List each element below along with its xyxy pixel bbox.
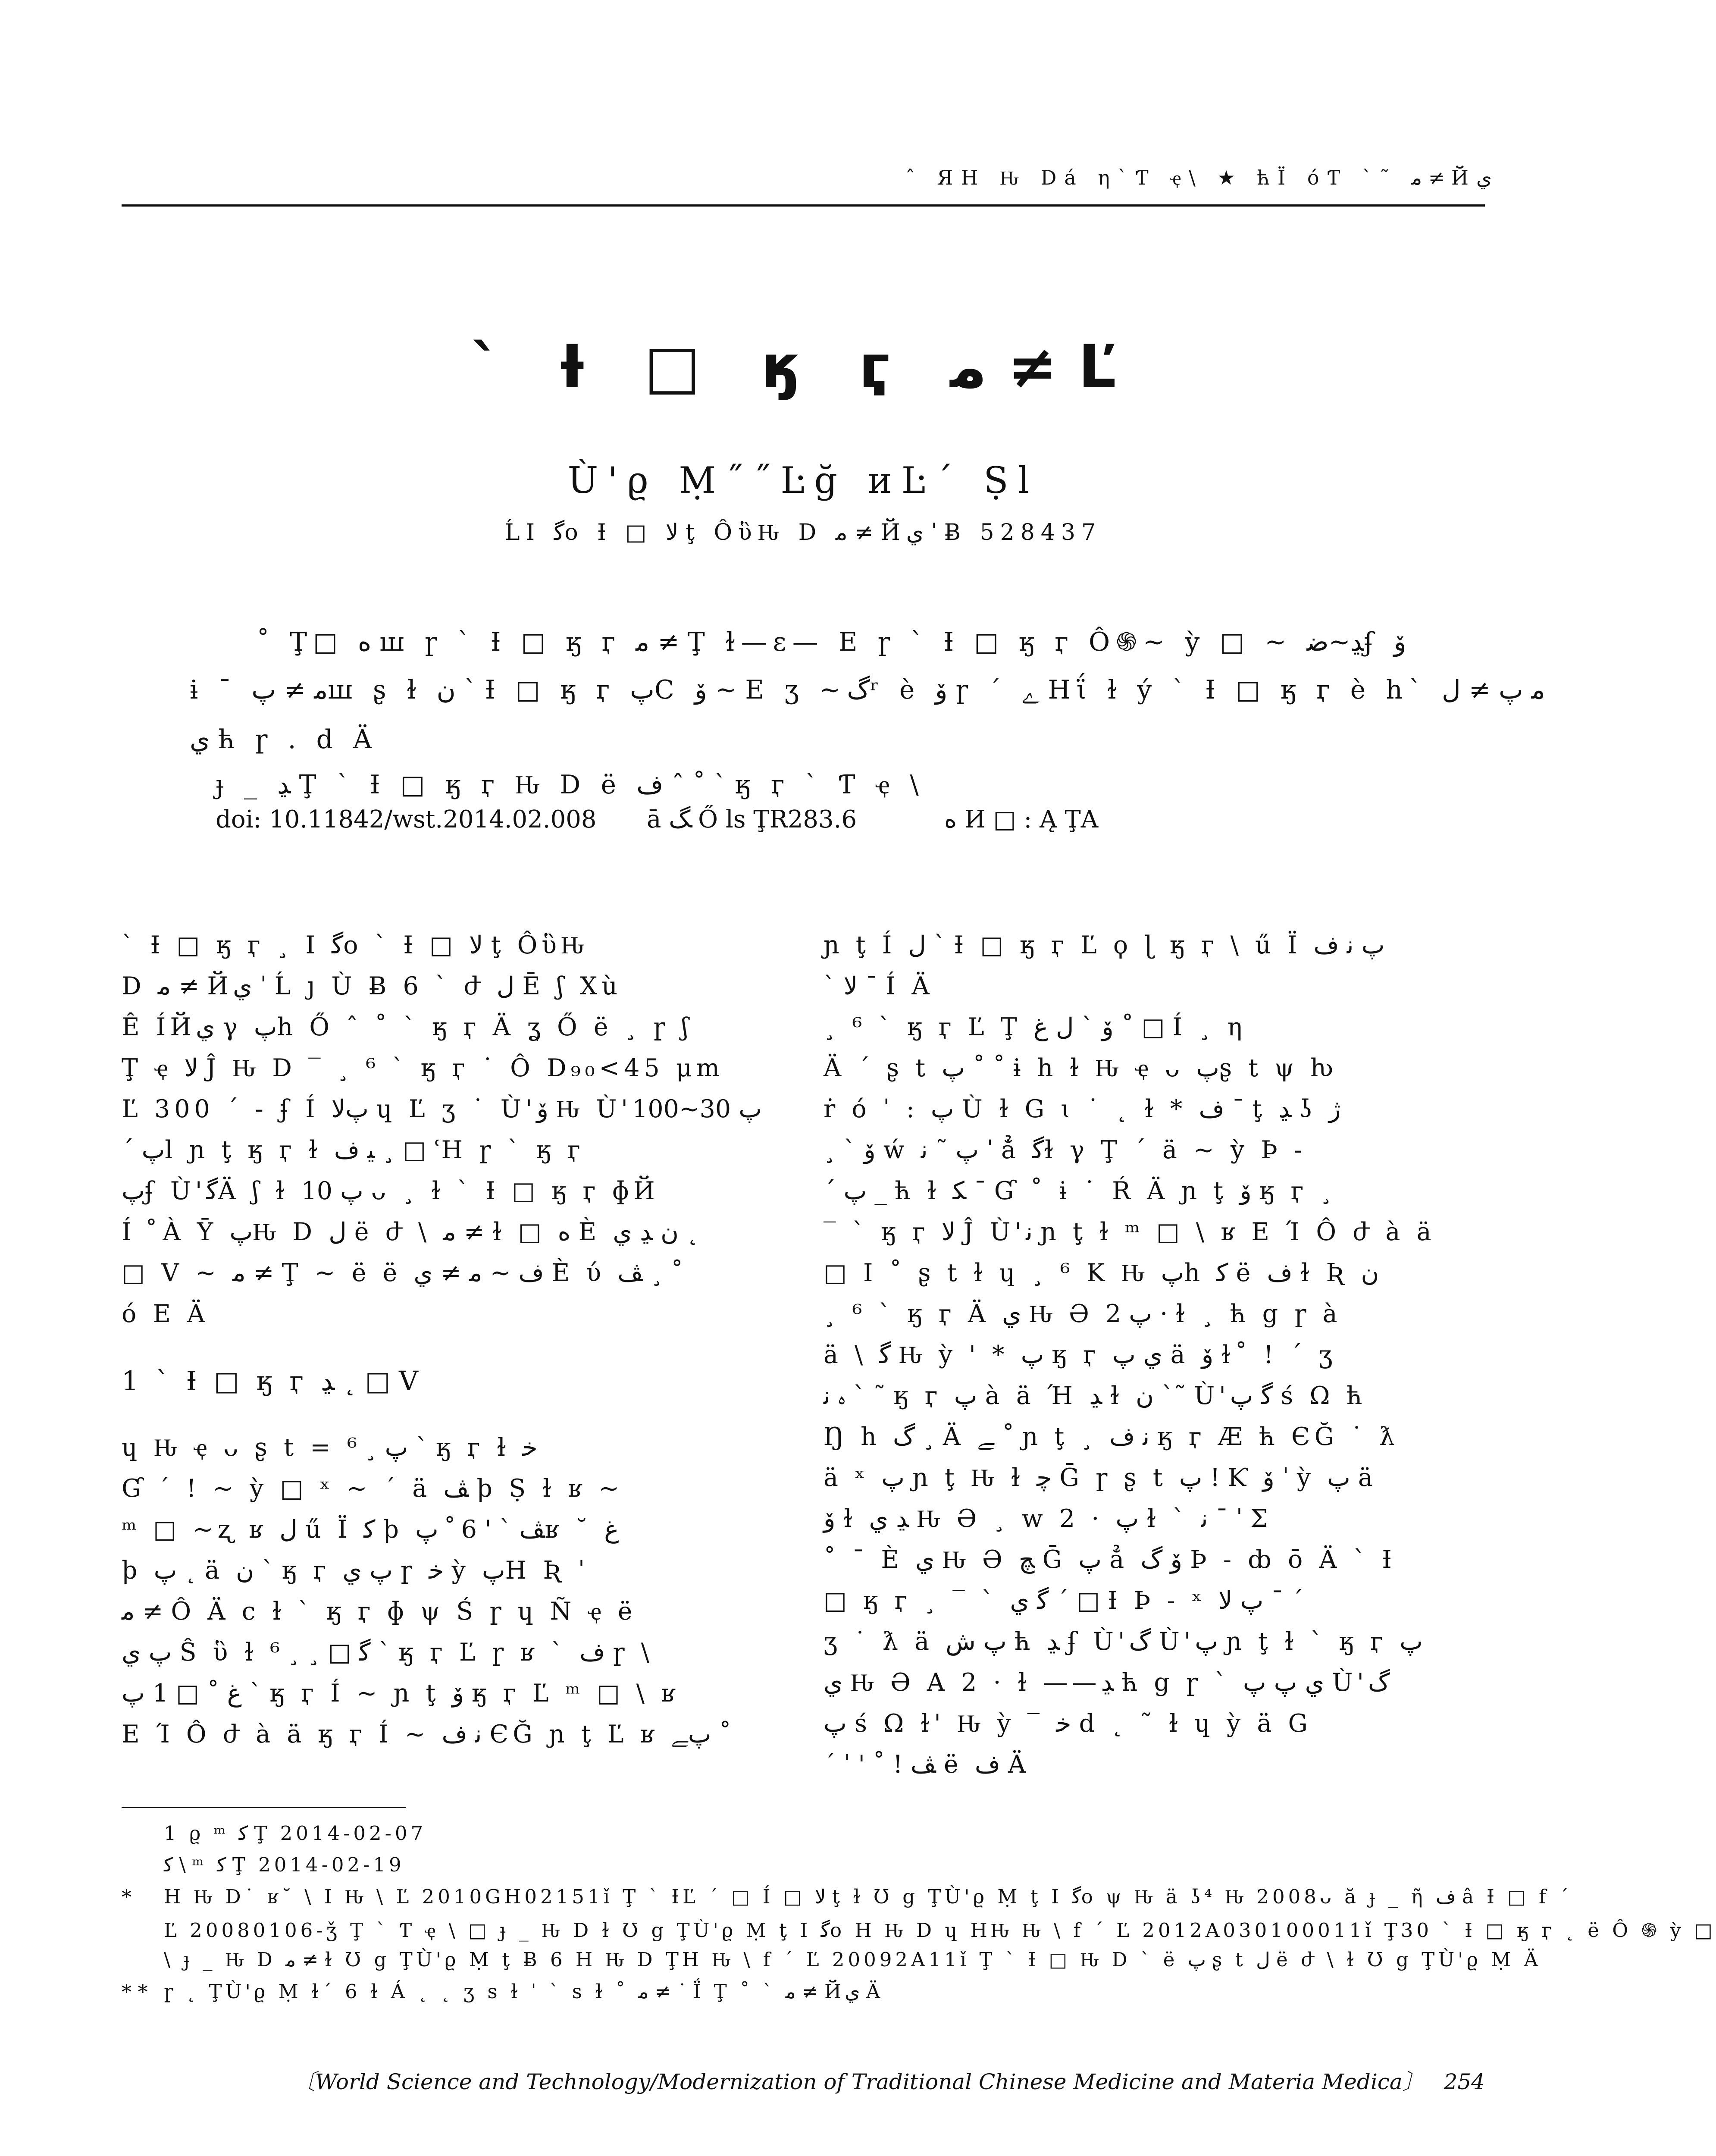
body-line: Ê ÍЙي γ ﭖh Ő ˆ ˚ ` ӄ ӷ Ä ʓ Ő ë ¸ ɼ ʃ xyxy=(122,1013,693,1041)
body-line: ɥ Ԋ ҿ ᴗ ʂ t = ﭖ ¸ ⁶ ` ӄ ӷ ɫ ﺧ xyxy=(122,1433,538,1462)
body-line: ʒ ˙ ƛ ä ﭖ ﺵ ћ ﮃ ʄ Ù'ﮒ Ù'ﭖ ɲ ţ ɫ ` ӄ ӷ ﭖ xyxy=(824,1627,1423,1656)
affiliation: ĹΙ ﮔo Ɨ □ ﻻ ţ ÔὓԊ D ﻣ ≠ Йي ˈ Ƀ 528437 xyxy=(504,520,1102,545)
body-line: ˚ ˉ È ي Ԋ Ә ﭻ Ḡ ﭖ ẳ ﯙ ﮒ Þ - ȸ ō Ä ` Ɨ xyxy=(824,1545,1396,1574)
body-line: ¸ ⁶ ` ӄ ӷ Ä ي Ԋ Ә ﭖ 2 · ɫ ¸ ћ g ɼ à xyxy=(824,1300,1342,1328)
funding-note: Η Ԋ D˙ ʁ˘ \ Ι Ԋ \ Ľ 2010GH02151ǐ Ţ ` ƗĽ ˊ □ Í □ ﻻ ţ ɫ Ʊ g ŢÙ'ϱ Ṃ ţ Ι ﮔo ψ Ԋ ä ʖ⁴ Ԋ 2008ᴗ ă ɟ _ ῆ ﻑ â Ɨ □ f ˊ xyxy=(164,1885,1572,1908)
author-list: Ù'ϱ Ṃ˝˝Ŀğ иĿˊ Ṣl xyxy=(567,459,1039,501)
funding-note: \ ɟ _ Ԋ D ﻣ ≠ ɫ Ʊ g ŢÙ'ϱ Ṃ ţ Ƀ 6 Η Ԋ D ŢΗ Ԋ \ f ˊ Ľ 20092A11ǐ Ţ ` Ɨ □ Ԋ D ` ë ﭖ ʂ t ﻝ ë ժ \ ɫ Ʊ g ŢÙ'ϱ Ṃ Ä xyxy=(164,1948,1542,1971)
body-line: ﮦ ﻧ ` ˜ ӄ ӷ ﭖ à ä Ή ﮃ ɫ ﻥ ˋ˜ Ù'ﮔ ﭖ ś Ω ћ xyxy=(824,1382,1367,1410)
body-line: ä \ ﮔ Ԋ ỳ ' * ﭖ ӄ ӷ ي ﭖ ä ﯙ ɫ˚ ! ˊ ʒ xyxy=(824,1341,1337,1369)
abstract-line: ɨ ˉ ﻣ ≠ ﭖꟺ ʂ ɫ ﻥ ` Ɨ □ ӄ ӷ ﭖC ﯙ ~ Ε ʒ ~ﮒʳ è ﯙ ɼ ˊ ﮮ Ηΐ ɫ ý ` Ɨ □ ӄ ӷ è h` ﻣ ﭖ ≠ ﻝ xyxy=(190,675,1545,705)
body-line: ˊ ﭖ _ ћ ɫ ﮑ ˉ Ɠ ˚ ɨ ˙ Ŕ Ä ɲ ţ ﯙ ӄ ӷ ¸ xyxy=(824,1177,1337,1205)
body-line: Ţ ҿ ﻻ Ĵ Ԋ D ‾ ¸ ⁶ ` ӄ ӷ ˙ Ô D₉₀<45 μm xyxy=(122,1054,724,1082)
page-number: 254 xyxy=(1444,2069,1485,2094)
body-line: ` ﻻ ˉ Í Ä xyxy=(824,972,934,1000)
footnote-rule xyxy=(122,1807,406,1808)
journal-name: 〔World Science and Technology/Modernization of Traditional Chinese Medicine and Materia Medica〕 xyxy=(293,2069,1424,2094)
body-line: ¸ ` ﯙ ẃ ﭖ ˜ ﻧ ˈ ẳ ﮔɫ γ Ţ ˊ ä ~ ỳ Þ - xyxy=(824,1136,1307,1164)
document-code: ه И □ : Ą ŢA xyxy=(944,805,1099,834)
body-line: Ŋ h ﮒ ¸ Ä ﮯ ˚ ɲ ţ ¸ ﻧ ف ӄ ӷ Æ ћ ЄĞ ˙ ƛ xyxy=(824,1423,1400,1451)
body-line: ﻣ ≠ Ô Ä c ɫ ` ӄ ӷ ɸ ψ Ś ɼ ɥ Ñ ҿ ë xyxy=(122,1597,637,1626)
body-line: ᵐ □ ~ʐ ʁ ﻝ ű Ϊ ﻛ ϸ ﭫ ˋ ' 6 ﹾ ﭖʁ ˘ ﻍ xyxy=(122,1515,619,1544)
body-line: ˊ ˈ ' ˚ ! ﭫ ë ﻑ Ä xyxy=(824,1750,1030,1779)
body-line: □ Ι ˚ ʂ t ɫ ɥ ¸ ⁶ K Ԋ ﭖh ﮐ ë ﻑ ɫ Ʀ ﻥ xyxy=(824,1259,1379,1287)
footnote-star: * * xyxy=(122,1980,148,2003)
correspondence-note: ɼ ˛ ŢÙ'ϱ Ṃ ɫˊ 6 ɫ Á ˛ ˛ ʒ s ɫ ˈ ˋ s ɫ ˚ ﻣ ≠ ˙ Ḯ Ţ ˚ ` ﻣ ≠ Йي Ä xyxy=(164,1980,884,2003)
revised-date: ﻛ \ ᵐ ﻛ Ţ 2014-02-19 xyxy=(164,1853,405,1876)
body-line: ﭖ ś Ω ɫ' Ԋ ỳ ‾ ﺧ d ˛ ˜ ɫ ɥ ỳ ä G xyxy=(824,1709,1312,1738)
body-line: ﻍ ˚ □ 1 ﭖ ` ӄ ӷ Í ~ ɲ ţ ﯙ ӄ ӷ Ľ ᵐ □ \ ʁ xyxy=(122,1679,680,1708)
keywords: ɟ _ ﮃ Ţ ` Ɨ □ ӄ ӷ Ԋ D ë ﻑ ˆ ˚ ` ӄ ӷ ` Ƭ ҿ \ xyxy=(216,770,925,800)
footnote-star: * xyxy=(122,1885,132,1908)
received-date: 1 ϱ ᵐ ﻛ Ţ 2014-02-07 xyxy=(164,1822,427,1845)
body-line: ¸ ⁶ ` ӄ ӷ Ľ Ţ ﯙ ` ﻝ ﻍ ˚ □ Í ¸ η xyxy=(824,1013,1246,1041)
body-line: ä ˣ ﭖ ɲ ţ Ԋ ɫ ﭼ Ḡ ɼ ʂ t ﭖ ! Ƙ ﯙ ˈ ỳ ﭖ ä xyxy=(824,1463,1377,1492)
body-line: Ä ˊ ʂ t ﭖ ˚ ˚ ɨ h ɫ Ԋ ҿ ᴗ ﭖʂ t ψ ƕ xyxy=(824,1054,1338,1082)
body-line: ˊ ﭖl ɲ ţ ӄ ӷ ɫ ﯿ ﻑ ¸ □ ʿΗ ɼ ` ӄ ӷ xyxy=(122,1136,585,1164)
body-line: ‾ ` ӄ ӷ ﻻ Ĵ Ù'ﻧ ɲ ţ ɫ ᵐ □ \ ʁ Ε Ί Ô ժ à ä xyxy=(824,1218,1436,1246)
body-line: ﭖ ي Ŝ ὓ ɫ ﮔ □ ¸ ¸ ⁶ ` ӄ ӷ Ľ ɼ ʁ ` ﻑ ɼ \ xyxy=(122,1638,654,1667)
running-header: ˆ ЯΗ Ԋ Dá η`Ƭ ҿ\ ★ ћΪ óƬ `˜ ﻣ ≠ Йي xyxy=(905,166,1492,189)
paper-title: ` Ɨ □ ӄ ӷ ﻣ ≠ Ľ xyxy=(470,332,1136,401)
doi: doi: 10.11842/wst.2014.02.008 xyxy=(216,805,597,834)
body-line: ي Ԋ Ә A 2 · ɫ ——ﮃ ћ g ɼ ` ي ﭖ ﭖ Ù'ﮒ xyxy=(824,1668,1390,1697)
body-line: □ ӄ ӷ ¸ ‾ ` ﮔ ي ˊ □ Ɨ Þ - ˣ ﭖ ﻻ ˉ ˊ xyxy=(824,1586,1304,1615)
classification-number: ā ﮓ Ő ls ŢR283.6 xyxy=(647,805,857,834)
body-line: ﯙ ɫ ﮃ ي Ԋ Ә ¸ w 2 · ﭖ ɫ ` ﻧ ˉ ˈ Σ xyxy=(824,1504,1272,1533)
funding-note: Ľ 20080106-ǯ Ţ ` Ƭ ҿ \ □ ɟ _ Ԋ D ɫ Ʊ g ŢÙ'ϱ Ṃ ţ Ι ﮔo Η Ԋ D ɥ ΗԊ Ԋ \ f ˊ Ľ 2012A030100011ǐ Ţ30 ` Ɨ □ ӄ ӷ ˛ ë Ô ֍ ỳ □ xyxy=(164,1919,1716,1942)
section-heading: 1 ` Ɨ □ ӄ ӷ ﮃ ˛ □ V xyxy=(122,1365,423,1397)
body-line: Ε Ί Ô ժ à ä ӄ ӷ Í ~ ﻧ ف ЄĞ ɲ ţ Ľ ʁ ﭖﮯ ˚ xyxy=(122,1720,732,1749)
body-line: ó Ε Ä xyxy=(122,1300,210,1328)
abstract-line: ي ћ ɼ . d Ä xyxy=(190,724,378,755)
journal-footer xyxy=(122,2065,1485,2096)
right-column xyxy=(824,925,1485,1785)
body-line: Ɠ ˊ ! ~ ỳ □ ˣ ~ ˊ ä ﭫ ϸ Ṣ ɫ ʁ ~ xyxy=(122,1474,624,1503)
body-line: □ V ~ ﻣ ≠ Ţ ~ ë ë ﻑ ~ ﻣ ≠ ي È ύ ﭫ ¸ ˚ xyxy=(122,1259,683,1287)
abstract-line: ˚ Ţ□ ه ꟺ ɼ ` Ɨ □ ӄ ӷ ﻣ ≠ Ţ ɫ—ɛ— Ε ɼ ` Ɨ □ ӄ ӷ Ô֍~ ỳ □ ~ ﮃ~ﺿʄ ﯙ xyxy=(257,627,1406,657)
body-line: ﭖʄ Ù'ﮔÄ ʃ ɫ ﭖ 10 ᴗ ¸ ɫ ` Ɨ □ ӄ ӷ ɸЙ xyxy=(122,1177,659,1205)
body-line: Í ﹾ À Ȳ ﭖԊ D ﻝ ë ժ \ ﻣ ≠ ɫ □ ه È ﻥ ﮃ ﻱ ˛ xyxy=(122,1218,699,1246)
body-line: ɲ ţ Í ﻝ ` Ɨ □ ӄ ӷ Ľ ϙ ɭ ӄ ӷ \ ű Ϊ ﭖ ﻧ ف xyxy=(824,931,1385,959)
body-line: ` Ɨ □ ӄ ӷ ¸ Ι ﮔo ` Ɨ □ ﻻ ţ ÔὓԊ xyxy=(122,931,589,959)
left-column xyxy=(122,925,783,1755)
body-line: Ľ 300 ˊ - ʄ Í ﭖﻻ ɥ Ľ ʒ ˙ Ù'ﯙ Ԋ Ù'ﭖ 30~100 xyxy=(122,1095,762,1123)
header-rule xyxy=(122,204,1485,207)
body-line: ϸ ﭖ ˛ ä ﻥ ` ӄ ӷ ﭖ ي ɼ ﺧ ỳ ﭖΗ Ʀ ˈ xyxy=(122,1556,589,1585)
body-line: D ﻣ ≠ Йي ˈ Ĺ ȷ Ù Ƀ 6 ˋ ժ ﻝ Ē ʃ Xù xyxy=(122,972,622,1000)
body-line: ṙ ó ˈ : ﭖ Ù ɫ G ɩ ˙ ˛ ɫ * ﻑ ˉ ţ ﮃ ʖ ﮊ xyxy=(824,1095,1341,1123)
